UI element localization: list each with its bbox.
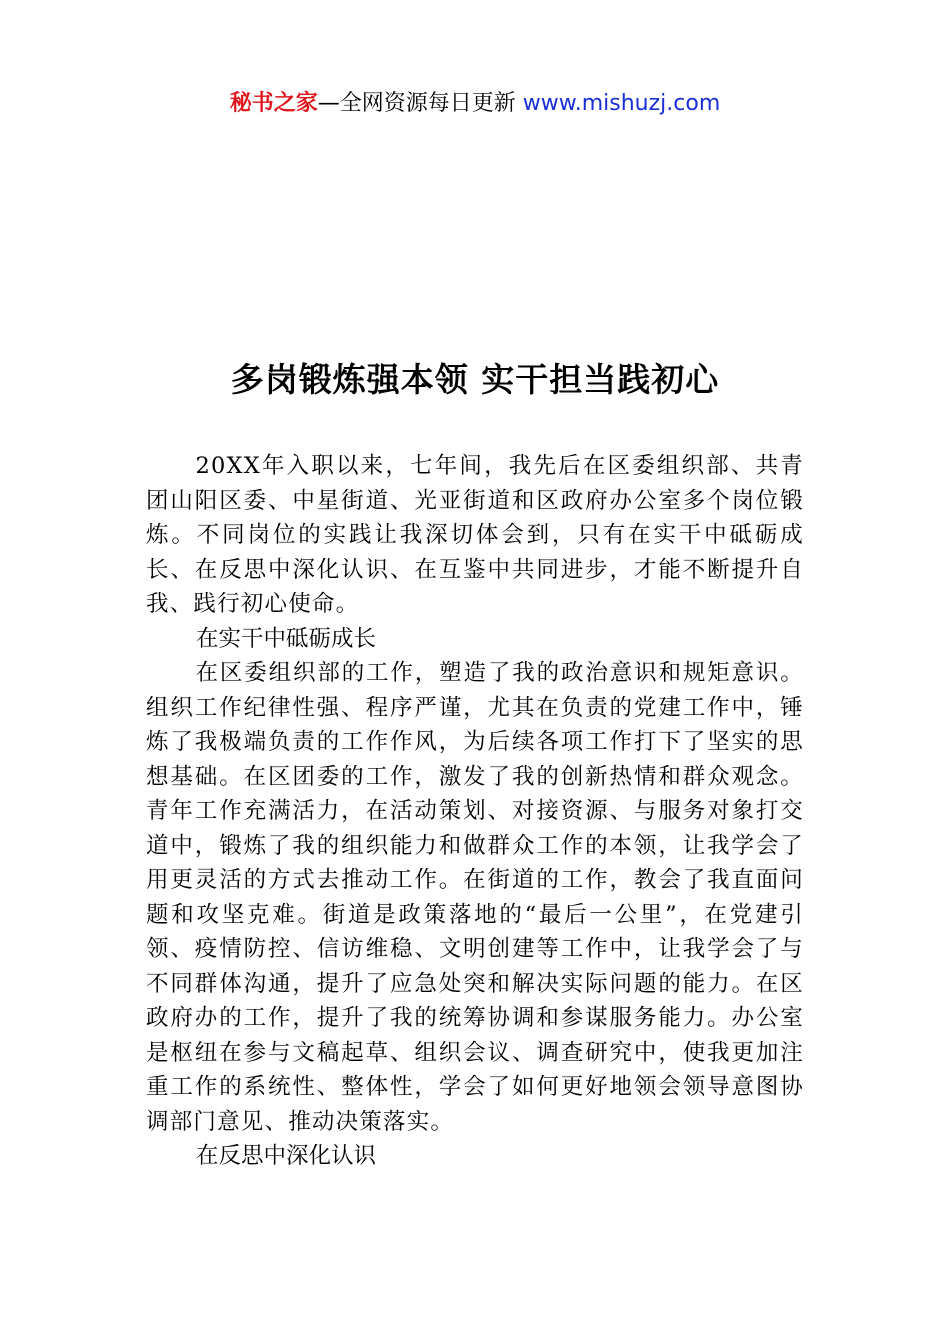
site-url-link[interactable]: www.mishuzj.com	[522, 91, 721, 116]
document-title: 多岗锻炼强本领 实干担当践初心	[230, 360, 720, 399]
site-brand: 秘书之家	[229, 91, 318, 116]
section-heading-1: 在实干中砥砺成长	[196, 625, 377, 652]
section-heading-2: 在反思中深化认识	[196, 1143, 377, 1169]
site-tagline: —全网资源每日更新	[317, 91, 523, 116]
intro-paragraph: 20XX年入职以来，七年间，我先后在区委组织部、共青团山阳区委、中星街道、光亚街道和区政府办公室多个岗位锻炼。不同岗位的实践让我深切体会到，只有在实干中砥砺成长、在反思中深化认识、在互鉴中共同进步，才能不断提升自我、践行初心使命。	[146, 453, 804, 617]
section-1-paragraph: 在区委组织部的工作，塑造了我的政治意识和规矩意识。组织工作纪律性强、程序严谨，尤其在负责的党建工作中，锤炼了我极端负责的工作作风，为后续各项工作打下了坚实的思想基础。在区团委的工作，激发了我的创新热情和群众观念。青年工作充满活力，在活动策划、对接资源、与服务对象打交道中，锻炼了我的组织能力和做群众工作的本领，让我学会了用更灵活的方式去推动工作。在街道的工作，教会了我直面问题和攻坚克难。街道是政策落地的“最后一公里”，在党建引领、疫情防控、信访维稳、文明创建等工作中，让我学会了与不同群体沟通，提升了应急处突和解决实际问题的能力。在区政府办的工作，提升了我的统筹协调和参谋服务能力。办公室是枢纽在参与文稿起草、组织会议、调查研究中，使我更加注重工作的系统性、整体性，学会了如何更好地领会领导意图协调部门意见、推动决策落实。	[146, 660, 804, 1135]
document-body	[146, 449, 804, 1174]
site-header	[0, 88, 950, 120]
